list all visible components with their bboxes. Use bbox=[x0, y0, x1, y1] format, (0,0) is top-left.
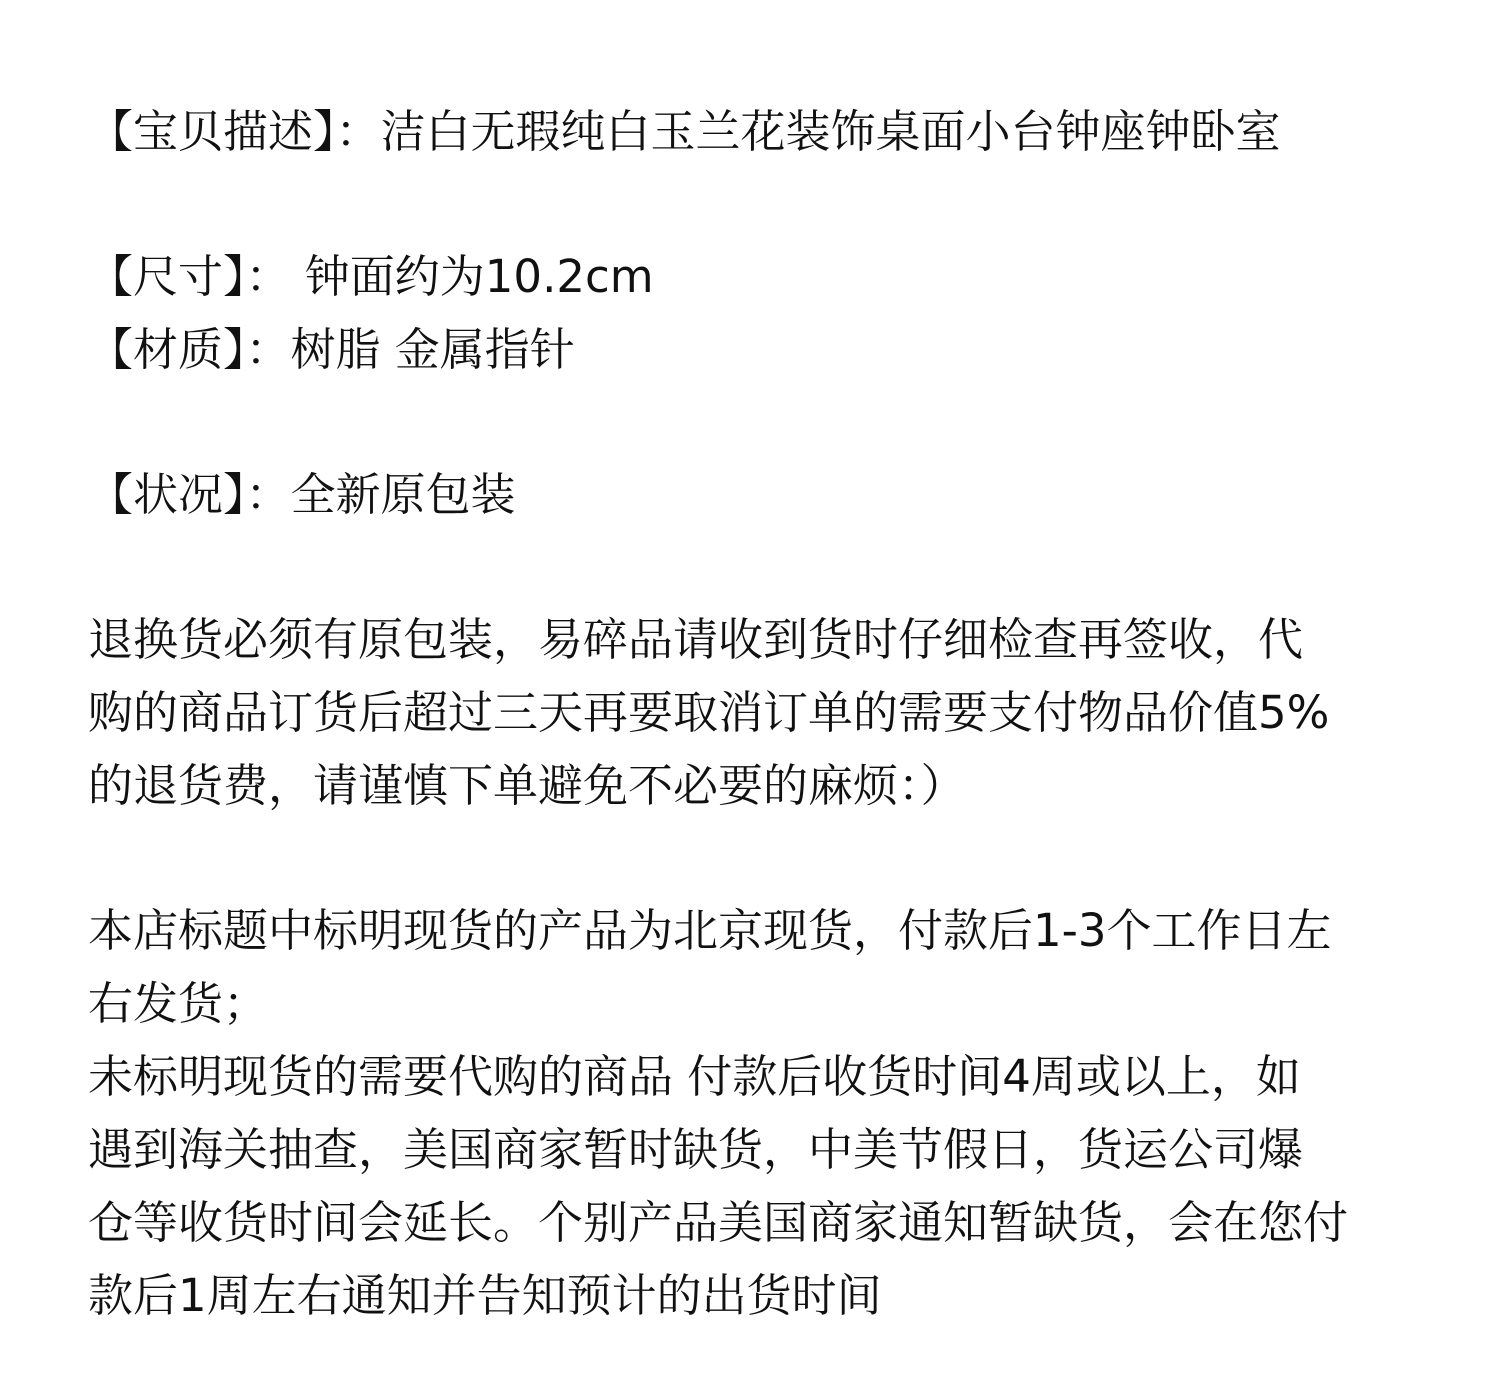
shipping-policy-line-1: 本店标题中标明现货的产品为北京现货，付款后1-3个工作日左 bbox=[88, 904, 1332, 957]
product-material-line: 【材质】：树脂 金属指针 bbox=[88, 323, 575, 376]
return-policy-line-2: 购的商品订货后超过三天再要取消订单的需要支付物品价值5% bbox=[88, 686, 1330, 739]
return-policy-line-3: 的退货费，请谨慎下单避免不必要的麻烦：） bbox=[88, 759, 966, 812]
shipping-policy-line-4: 遇到海关抽查，美国商家暂时缺货，中美节假日，货运公司爆 bbox=[88, 1123, 1304, 1176]
product-condition-line: 【状况】：全新原包装 bbox=[88, 468, 516, 521]
return-policy-line-1: 退换货必须有原包装，易碎品请收到货时仔细检查再签收，代 bbox=[88, 613, 1304, 666]
shipping-policy-line-5: 仓等收货时间会延长。个别产品美国商家通知暂缺货，会在您付 bbox=[88, 1196, 1349, 1249]
shipping-policy-line-2: 右发货； bbox=[88, 977, 269, 1030]
product-size-line: 【尺寸】： 钟面约为10.2cm bbox=[88, 250, 654, 303]
shipping-policy-line-3: 未标明现货的需要代购的商品 付款后收货时间4周或以上，如 bbox=[88, 1050, 1301, 1103]
shipping-policy-line-6: 款后1周左右通知并告知预计的出货时间 bbox=[88, 1269, 882, 1322]
product-description-line: 【宝贝描述】：洁白无瑕纯白玉兰花装饰桌面小台钟座钟卧室 bbox=[88, 105, 1281, 158]
